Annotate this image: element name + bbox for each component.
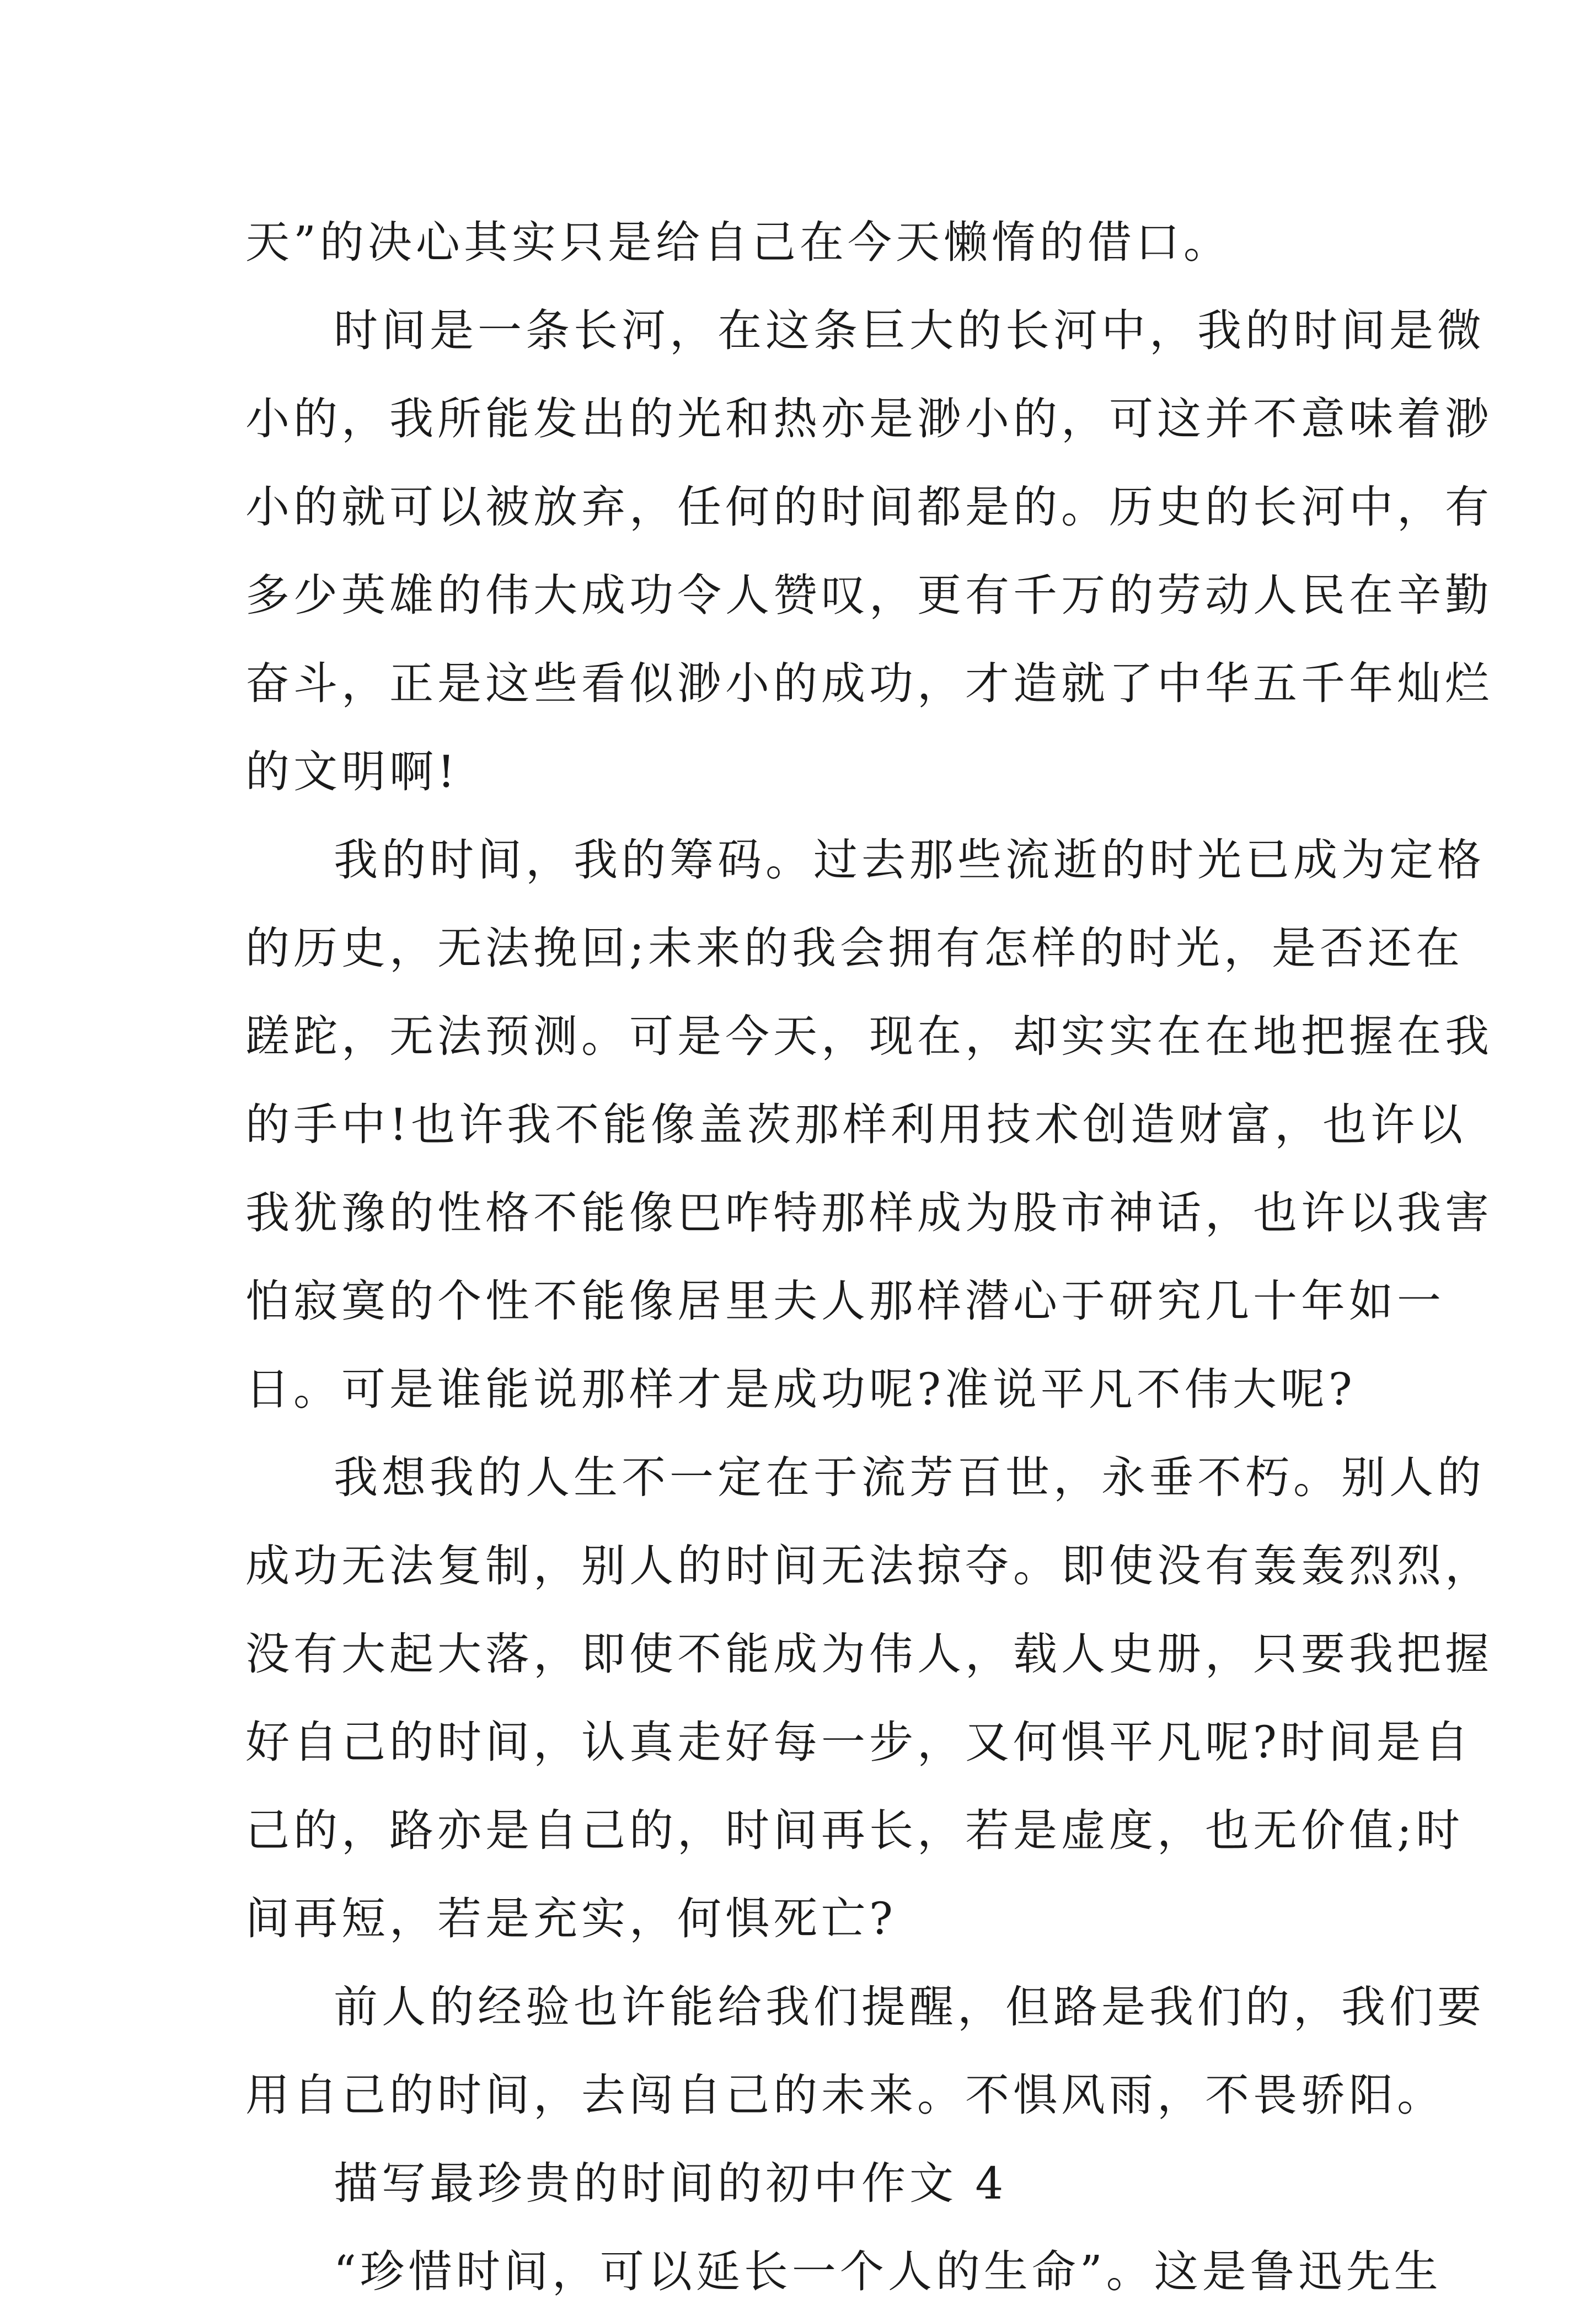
text-line: 描写最珍贵的时间的初中作文 4 <box>334 2158 1008 2209</box>
text-line: 间再短，若是充实，何惧死亡? <box>245 1893 897 1944</box>
text-line: 好自己的时间，认真走好每一步，又何惧平凡呢?时间是自 <box>245 1717 1472 1768</box>
text-line: 天”的决心其实只是给自己在今天懒惰的借口。 <box>245 217 1231 268</box>
text-line: 小的就可以被放弃，任何的时间都是的。历史的长河中，有 <box>245 481 1493 533</box>
text-line: 用自己的时间，去闯自己的未来。不惧风雨，不畏骄阳。 <box>245 2070 1445 2121</box>
text-line: 成功无法复制，别人的时间无法掠夺。即使没有轰轰烈烈， <box>245 1540 1493 1591</box>
text-line: 己的，路亦是自己的，时间再长，若是虚度，也无价值;时 <box>245 1805 1464 1856</box>
text-line: 奋斗，正是这些看似渺小的成功，才造就了中华五千年灿烂 <box>245 658 1493 709</box>
text-line: 没有大起大落，即使不能成为伟人，载人史册，只要我把握 <box>245 1628 1493 1680</box>
text-line: 小的，我所能发出的光和热亦是渺小的，可这并不意味着渺 <box>245 393 1493 444</box>
text-line: 时间是一条长河，在这条巨大的长河中，我的时间是微 <box>334 305 1485 356</box>
text-line: 的手中!也许我不能像盖茨那样利用技术创造财富，也许以 <box>245 1099 1467 1150</box>
text-line: 蹉跎，无法预测。可是今天，现在，却实实在在地把握在我 <box>245 1011 1493 1062</box>
text-line: 前人的经验也许能给我们提醒，但路是我们的，我们要 <box>334 1981 1485 2033</box>
text-line: 多少英雄的伟大成功令人赞叹，更有千万的劳动人民在辛勤 <box>245 570 1493 621</box>
text-line: 日。可是谁能说那样才是成功呢?准说平凡不伟大呢? <box>245 1364 1356 1415</box>
text-line: 的历史，无法挽回;未来的我会拥有怎样的时光，是否还在 <box>245 923 1464 974</box>
text-line: 的文明啊! <box>245 746 459 797</box>
text-line: “珍惜时间，可以延长一个人的生命”。这是鲁迅先生 <box>334 2246 1442 2297</box>
text-line: 怕寂寞的个性不能像居里夫人那样潜心于研究几十年如一 <box>245 1275 1445 1327</box>
text-line: 我想我的人生不一定在于流芳百世，永垂不朽。别人的 <box>334 1452 1485 1503</box>
text-line: 我犹豫的性格不能像巴咋特那样成为股市神话，也许以我害 <box>245 1187 1493 1239</box>
text-line: 我的时间，我的筹码。过去那些流逝的时光已成为定格 <box>334 834 1485 886</box>
document-body <box>245 199 1493 2316</box>
